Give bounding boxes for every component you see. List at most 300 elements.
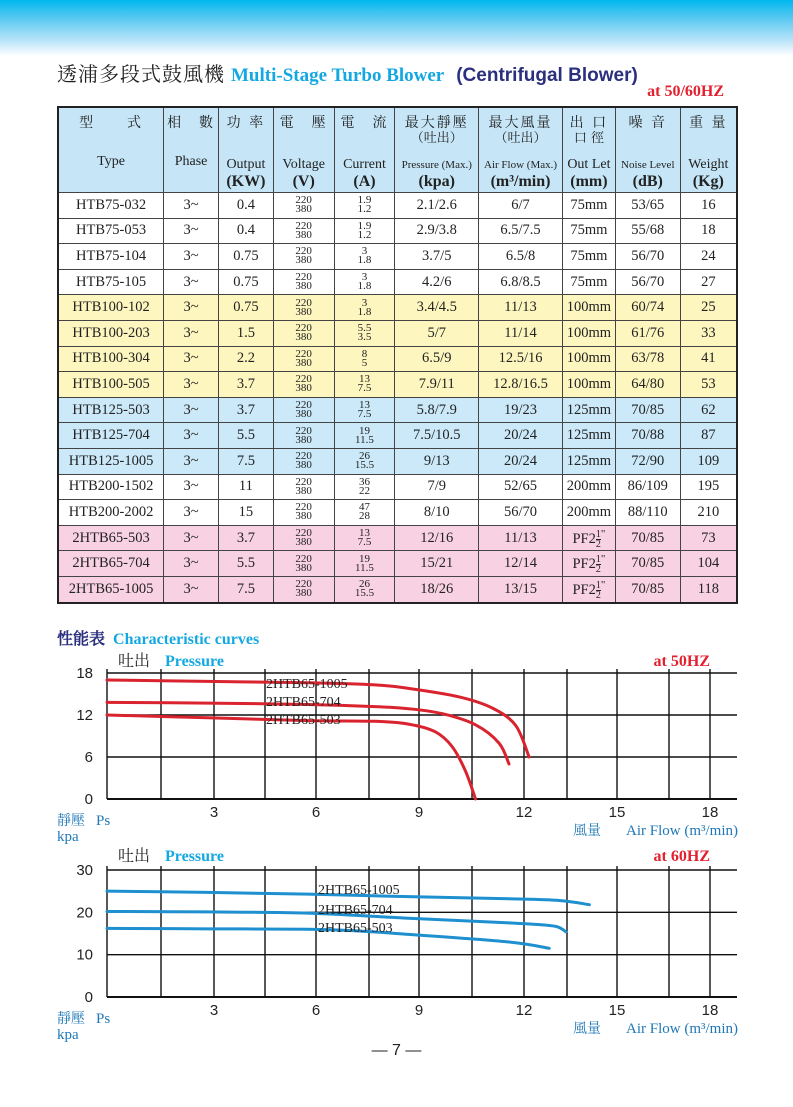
chart-title: Pressure xyxy=(165,653,224,670)
column-header-en-wrap xyxy=(616,157,680,190)
cell-type: HTB100-102 xyxy=(58,295,164,321)
cell-current xyxy=(334,448,395,474)
cell-type: HTB125-1005 xyxy=(58,448,164,474)
cell-current-line2: 7.5 xyxy=(357,408,372,421)
column-header-en-wrap xyxy=(395,157,478,190)
cell-voltage xyxy=(273,525,334,551)
cell-voltage-stack xyxy=(295,196,312,214)
cell-voltage-line2: 380 xyxy=(295,254,312,267)
column-header-en: Type xyxy=(97,154,125,169)
column-header-type xyxy=(58,107,164,193)
y-tick-label: 10 xyxy=(76,946,93,964)
cell-type: HTB75-053 xyxy=(58,218,164,244)
cell-weight: 62 xyxy=(680,397,737,423)
x-tick-label: 12 xyxy=(515,804,533,821)
x-tick-label: 6 xyxy=(311,1002,321,1019)
spec-table xyxy=(57,106,738,604)
chart-frequency-annotation: at 60HZ xyxy=(653,848,710,865)
curve-label: 2HTB65-503 xyxy=(266,713,341,728)
cell-phase: 3~ xyxy=(164,474,219,500)
cell-current-line1: 3 xyxy=(361,245,368,258)
y-axis-label-zh: 靜壓 xyxy=(57,1011,85,1027)
table-row xyxy=(58,448,737,474)
cell-voltage-line1: 220 xyxy=(295,527,312,540)
table-row xyxy=(58,500,737,526)
y-tick-label: 6 xyxy=(84,749,93,766)
cell-airflow: 12.8/16.5 xyxy=(479,372,563,398)
cell-current xyxy=(334,551,395,577)
curve-label: 2HTB65-1005 xyxy=(266,677,348,692)
column-header-en-wrap xyxy=(274,157,334,190)
cell-airflow: 6/7 xyxy=(479,193,563,219)
cell-noise: 56/70 xyxy=(615,244,680,270)
cell-outlet xyxy=(562,576,615,602)
cell-airflow: 11/13 xyxy=(479,525,563,551)
cell-pressure: 9/13 xyxy=(395,448,479,474)
cell-current-stack xyxy=(358,324,372,342)
section-title-chinese: 性能表 xyxy=(57,629,106,648)
cell-phase: 3~ xyxy=(164,372,219,398)
cell-output: 0.4 xyxy=(218,193,273,219)
column-header-en-wrap xyxy=(563,157,615,190)
y-axis-label: Ps xyxy=(96,813,111,829)
cell-current-stack xyxy=(358,529,372,547)
cell-current-line2: 1.2 xyxy=(357,228,372,241)
cell-pressure: 8/10 xyxy=(395,500,479,526)
x-tick-label: 15 xyxy=(608,804,626,821)
cell-voltage-stack xyxy=(295,273,312,291)
cell-phase: 3~ xyxy=(164,193,219,219)
cell-noise: 72/90 xyxy=(615,448,680,474)
fraction-denominator: 2 xyxy=(595,589,601,601)
cell-outlet xyxy=(562,551,615,577)
cell-voltage-stack xyxy=(295,247,312,265)
cell-airflow: 12.5/16 xyxy=(479,346,563,372)
cell-output: 0.4 xyxy=(218,218,273,244)
cell-airflow: 12/14 xyxy=(479,551,563,577)
cell-voltage xyxy=(273,474,334,500)
cell-voltage-line1: 220 xyxy=(295,322,312,335)
cell-voltage-line2: 380 xyxy=(295,280,312,293)
cell-current xyxy=(334,218,395,244)
cell-pressure: 4.2/6 xyxy=(395,269,479,295)
cell-voltage-line1: 220 xyxy=(295,424,312,437)
table-row xyxy=(58,551,737,577)
y-axis-label: Ps xyxy=(96,1011,111,1027)
cell-current-line2: 11.5 xyxy=(355,561,374,574)
cell-output: 3.7 xyxy=(218,525,273,551)
cell-voltage xyxy=(273,269,334,295)
cell-current-stack xyxy=(358,247,372,265)
cell-output: 15 xyxy=(218,500,273,526)
table-row xyxy=(58,576,737,602)
cell-current-line2: 22 xyxy=(358,484,370,497)
cell-current-line2: 15.5 xyxy=(354,459,375,472)
cell-voltage-line2: 380 xyxy=(295,305,312,318)
cell-current-line1: 36 xyxy=(358,475,370,488)
cell-pressure: 15/21 xyxy=(395,551,479,577)
cell-output: 5.5 xyxy=(218,551,273,577)
cell-phase: 3~ xyxy=(164,346,219,372)
cell-voltage-stack xyxy=(295,401,312,419)
cell-type: HTB75-105 xyxy=(58,269,164,295)
cell-weight: 73 xyxy=(680,525,737,551)
cell-current-stack xyxy=(357,219,372,241)
cell-current-line1: 5.5 xyxy=(357,322,372,335)
cell-current xyxy=(334,500,395,526)
column-header-zh: 最大風量 xyxy=(488,115,553,131)
x-tick-label: 15 xyxy=(608,1002,626,1019)
column-header-output xyxy=(218,107,273,193)
cell-voltage-line1: 220 xyxy=(295,373,312,386)
x-axis-label: Air Flow (m³/min) xyxy=(626,1021,738,1037)
cell-outlet: 125mm xyxy=(562,423,615,449)
page-title xyxy=(57,58,638,87)
column-header-zh: 最大靜壓 xyxy=(404,115,469,131)
cell-noise: 70/88 xyxy=(615,423,680,449)
section-title-english: Characteristic curves xyxy=(113,631,260,648)
cell-pressure: 18/26 xyxy=(395,576,479,602)
cell-current-line1: 19 xyxy=(358,552,370,565)
column-header-weight xyxy=(680,107,737,193)
column-header-en-wrap xyxy=(219,157,273,190)
cell-current xyxy=(334,474,395,500)
cell-voltage xyxy=(273,346,334,372)
fraction-denominator: 2 xyxy=(595,564,601,576)
cell-current-line1: 47 xyxy=(358,501,370,514)
cell-voltage-stack xyxy=(295,580,312,598)
cell-voltage-line1: 220 xyxy=(295,552,312,565)
cell-current-stack xyxy=(355,424,374,446)
cell-outlet: 100mm xyxy=(562,346,615,372)
cell-phase: 3~ xyxy=(164,269,219,295)
cell-current-stack xyxy=(358,475,370,497)
cell-current-stack xyxy=(355,580,374,598)
cell-voltage-line1: 220 xyxy=(295,271,312,284)
cell-airflow: 20/24 xyxy=(479,448,563,474)
cell-noise: 53/65 xyxy=(615,193,680,219)
table-row xyxy=(58,244,737,270)
cell-current-line2: 7.5 xyxy=(357,382,372,395)
cell-type: HTB125-704 xyxy=(58,423,164,449)
column-header-en: Noise Level xyxy=(621,159,675,171)
cell-phase: 3~ xyxy=(164,525,219,551)
cell-pressure: 5/7 xyxy=(395,320,479,346)
cell-outlet: 75mm xyxy=(562,244,615,270)
cell-voltage-line1: 220 xyxy=(295,194,312,207)
cell-current-line2: 11.5 xyxy=(355,433,374,446)
cell-pressure: 7/9 xyxy=(395,474,479,500)
cell-type: HTB100-304 xyxy=(58,346,164,372)
column-header-pressure xyxy=(395,107,479,193)
fraction-denominator: 2 xyxy=(595,538,601,550)
cell-current xyxy=(334,244,395,270)
cell-voltage-stack xyxy=(295,529,312,547)
cell-current-line1: 13 xyxy=(358,373,370,386)
y-tick-label: 18 xyxy=(76,665,93,682)
cell-pressure: 6.5/9 xyxy=(395,346,479,372)
column-header-zh: 重 量 xyxy=(689,115,728,131)
cell-voltage-line2: 380 xyxy=(295,484,312,497)
cell-pressure: 12/16 xyxy=(395,525,479,551)
cell-phase: 3~ xyxy=(164,218,219,244)
cell-type: HTB75-104 xyxy=(58,244,164,270)
cell-type: HTB100-203 xyxy=(58,320,164,346)
cell-current xyxy=(334,372,395,398)
column-header-unit: (A) xyxy=(353,173,376,190)
y-tick-label: 0 xyxy=(84,791,93,808)
cell-phase: 3~ xyxy=(164,244,219,270)
column-header-en-wrap xyxy=(335,157,395,190)
table-row xyxy=(58,397,737,423)
cell-current-line2: 15.5 xyxy=(354,587,375,600)
cell-type: HTB100-505 xyxy=(58,372,164,398)
cell-pressure: 2.9/3.8 xyxy=(395,218,479,244)
cell-current-line1: 1.9 xyxy=(357,219,372,232)
cell-voltage-line1: 220 xyxy=(295,245,312,258)
cell-output: 3.7 xyxy=(218,372,273,398)
cell-current xyxy=(334,346,395,372)
cell-noise: 70/85 xyxy=(615,551,680,577)
cell-voltage-line2: 380 xyxy=(295,510,312,523)
cell-voltage-line1: 220 xyxy=(295,578,312,591)
page-number: — 7 — xyxy=(371,1042,422,1059)
cell-type: 2HTB65-704 xyxy=(58,551,164,577)
cell-output: 3.7 xyxy=(218,397,273,423)
chart-title-zh: 吐出 xyxy=(118,846,151,865)
cell-voltage xyxy=(273,448,334,474)
cell-noise: 61/76 xyxy=(615,320,680,346)
column-header-en: Out Let xyxy=(567,157,611,172)
column-header-outlet xyxy=(562,107,615,193)
cell-noise: 70/85 xyxy=(615,576,680,602)
cell-current-stack xyxy=(357,296,372,318)
chart-frequency-annotation: at 50HZ xyxy=(653,653,710,670)
cell-phase: 3~ xyxy=(164,295,219,321)
cell-voltage-line1: 220 xyxy=(295,399,312,412)
cell-current-line1: 3 xyxy=(361,271,368,284)
column-header-zh: 相 數 xyxy=(167,115,216,131)
cell-current-line2: 1.8 xyxy=(357,280,372,293)
cell-voltage xyxy=(273,372,334,398)
table-body xyxy=(58,193,737,603)
cell-voltage xyxy=(273,244,334,270)
cell-type: 2HTB65-503 xyxy=(58,525,164,551)
cell-voltage-stack xyxy=(295,347,312,369)
cell-airflow: 6.8/8.5 xyxy=(479,269,563,295)
title-chinese: 透浦多段式鼓風機 xyxy=(57,62,225,86)
title-subtitle: (Centrifugal Blower) xyxy=(456,65,638,86)
column-header-unit: (mm) xyxy=(570,173,608,190)
chart-svg xyxy=(0,648,793,844)
cell-current xyxy=(334,193,395,219)
cell-current-stack xyxy=(358,401,372,419)
table-row xyxy=(58,320,737,346)
cell-current-line1: 13 xyxy=(358,527,370,540)
column-header-en: Weight xyxy=(688,157,729,172)
cell-noise: 86/109 xyxy=(615,474,680,500)
cell-current-stack xyxy=(355,552,374,574)
cell-phase: 3~ xyxy=(164,423,219,449)
section-title xyxy=(57,626,259,649)
cell-noise: 60/74 xyxy=(615,295,680,321)
cell-weight: 25 xyxy=(680,295,737,321)
y-axis-unit: kpa xyxy=(57,829,79,844)
column-header-en-wrap xyxy=(681,157,736,190)
cell-noise: 55/68 xyxy=(615,218,680,244)
column-header-zh: 型 式 xyxy=(79,115,144,131)
cell-phase: 3~ xyxy=(164,397,219,423)
fraction-numerator: 1 xyxy=(595,554,601,566)
cell-voltage-line2: 380 xyxy=(295,587,312,600)
y-tick-label: 12 xyxy=(76,707,93,724)
column-header-en: Phase xyxy=(174,154,208,169)
column-header-zh: 噪 音 xyxy=(628,115,667,131)
cell-outlet-base: PF2 xyxy=(572,530,596,547)
cell-current xyxy=(334,397,395,423)
cell-voltage-stack xyxy=(295,552,312,574)
cell-voltage-stack xyxy=(295,452,312,470)
cell-voltage-line1: 220 xyxy=(295,501,312,514)
fraction-numerator: 1 xyxy=(595,579,601,591)
column-header-zh: 功 率 xyxy=(226,115,266,131)
cell-voltage-line1: 220 xyxy=(295,219,312,232)
cell-noise: 70/85 xyxy=(615,525,680,551)
cell-airflow: 56/70 xyxy=(479,500,563,526)
cell-weight: 87 xyxy=(680,423,737,449)
cell-noise: 56/70 xyxy=(615,269,680,295)
curve-label: 2HTB65-704 xyxy=(318,903,393,918)
cell-current-line1: 19 xyxy=(358,424,370,437)
cell-voltage-line2: 380 xyxy=(295,433,312,446)
cell-outlet-base: PF2 xyxy=(572,555,596,572)
table-row xyxy=(58,423,737,449)
cell-weight: 41 xyxy=(680,346,737,372)
cell-current-line1: 8 xyxy=(361,347,368,360)
column-header-noise xyxy=(615,107,680,193)
cell-output: 0.75 xyxy=(218,269,273,295)
curve-label: 2HTB65-503 xyxy=(318,921,393,936)
fraction-numerator: 1 xyxy=(595,528,601,540)
table-row xyxy=(58,372,737,398)
cell-current xyxy=(334,423,395,449)
cell-voltage-stack xyxy=(295,375,312,393)
cell-output: 11 xyxy=(218,474,273,500)
column-header-zh-sub: （吐出） xyxy=(410,131,463,146)
cell-phase: 3~ xyxy=(164,500,219,526)
column-header-en-wrap xyxy=(479,157,562,190)
x-tick-label: 3 xyxy=(209,804,219,821)
x-tick-label: 12 xyxy=(515,1002,533,1019)
table-row xyxy=(58,218,737,244)
cell-current-stack xyxy=(355,452,374,470)
cell-voltage-line1: 220 xyxy=(295,347,312,360)
cell-voltage xyxy=(273,423,334,449)
cell-weight: 118 xyxy=(680,576,737,602)
cell-current-line1: 26 xyxy=(358,450,370,463)
cell-airflow: 19/23 xyxy=(479,397,563,423)
cell-voltage-line2: 380 xyxy=(295,408,312,421)
cell-voltage-line2: 380 xyxy=(295,561,312,574)
column-header-en: Current xyxy=(343,157,386,172)
header-gradient-band xyxy=(0,0,793,56)
cell-voltage-line2: 380 xyxy=(295,382,312,395)
x-tick-label: 9 xyxy=(414,1002,424,1019)
chart-60hz xyxy=(0,843,793,1043)
cell-voltage-stack xyxy=(295,424,312,446)
cell-outlet: 200mm xyxy=(562,474,615,500)
cell-weight: 33 xyxy=(680,320,737,346)
cell-current xyxy=(334,525,395,551)
cell-pressure: 3.7/5 xyxy=(395,244,479,270)
cell-phase: 3~ xyxy=(164,576,219,602)
table-row xyxy=(58,269,737,295)
column-header-en: Air Flow (Max.) xyxy=(484,159,558,171)
cell-voltage-line2: 380 xyxy=(295,459,312,472)
cell-airflow: 11/13 xyxy=(479,295,563,321)
cell-current-line2: 7.5 xyxy=(357,536,372,549)
column-header-phase xyxy=(164,107,219,193)
column-header-current xyxy=(334,107,395,193)
curve-2htb65-704 xyxy=(107,702,509,764)
cell-output: 0.75 xyxy=(218,244,273,270)
cell-voltage-line1: 220 xyxy=(295,475,312,488)
title-english: Multi-Stage Turbo Blower xyxy=(231,65,445,86)
cell-voltage-stack xyxy=(295,503,312,521)
cell-output: 2.2 xyxy=(218,346,273,372)
cell-airflow: 6.5/7.5 xyxy=(479,218,563,244)
cell-voltage xyxy=(273,193,334,219)
x-tick-label: 18 xyxy=(701,1002,719,1019)
cell-current-stack xyxy=(358,273,372,291)
cell-airflow: 13/15 xyxy=(479,576,563,602)
cell-output: 7.5 xyxy=(218,448,273,474)
column-header-en: Pressure (Max.) xyxy=(401,159,472,171)
cell-phase: 3~ xyxy=(164,551,219,577)
x-tick-label: 6 xyxy=(311,804,321,821)
cell-current-stack xyxy=(358,375,372,393)
cell-voltage-stack xyxy=(295,475,312,497)
cell-voltage-line2: 380 xyxy=(295,331,312,344)
chart-title: Pressure xyxy=(165,848,224,865)
x-tick-label: 9 xyxy=(414,804,424,821)
cell-pressure: 5.8/7.9 xyxy=(395,397,479,423)
column-header-voltage xyxy=(273,107,334,193)
cell-outlet: 75mm xyxy=(562,269,615,295)
cell-voltage-stack xyxy=(295,324,312,342)
column-header-unit: (V) xyxy=(292,173,315,190)
cell-pressure: 7.9/11 xyxy=(395,372,479,398)
cell-current xyxy=(334,320,395,346)
cell-current-line1: 13 xyxy=(358,399,370,412)
cell-current xyxy=(334,576,395,602)
cell-current-stack xyxy=(359,503,370,521)
x-tick-label: 3 xyxy=(209,1002,219,1019)
curve-label: 2HTB65-704 xyxy=(266,695,341,710)
y-axis-unit: kpa xyxy=(57,1027,79,1043)
cell-output: 7.5 xyxy=(218,576,273,602)
cell-type: HTB200-2002 xyxy=(58,500,164,526)
y-tick-label: 20 xyxy=(76,904,93,922)
table-row xyxy=(58,525,737,551)
cell-weight: 210 xyxy=(680,500,737,526)
cell-type: HTB75-032 xyxy=(58,193,164,219)
cell-type: HTB125-503 xyxy=(58,397,164,423)
cell-current-line2: 1.2 xyxy=(357,203,372,216)
column-header-en: Voltage xyxy=(282,157,325,172)
cell-current-stack xyxy=(358,196,372,214)
frequency-label: at 50/60HZ xyxy=(647,83,724,100)
